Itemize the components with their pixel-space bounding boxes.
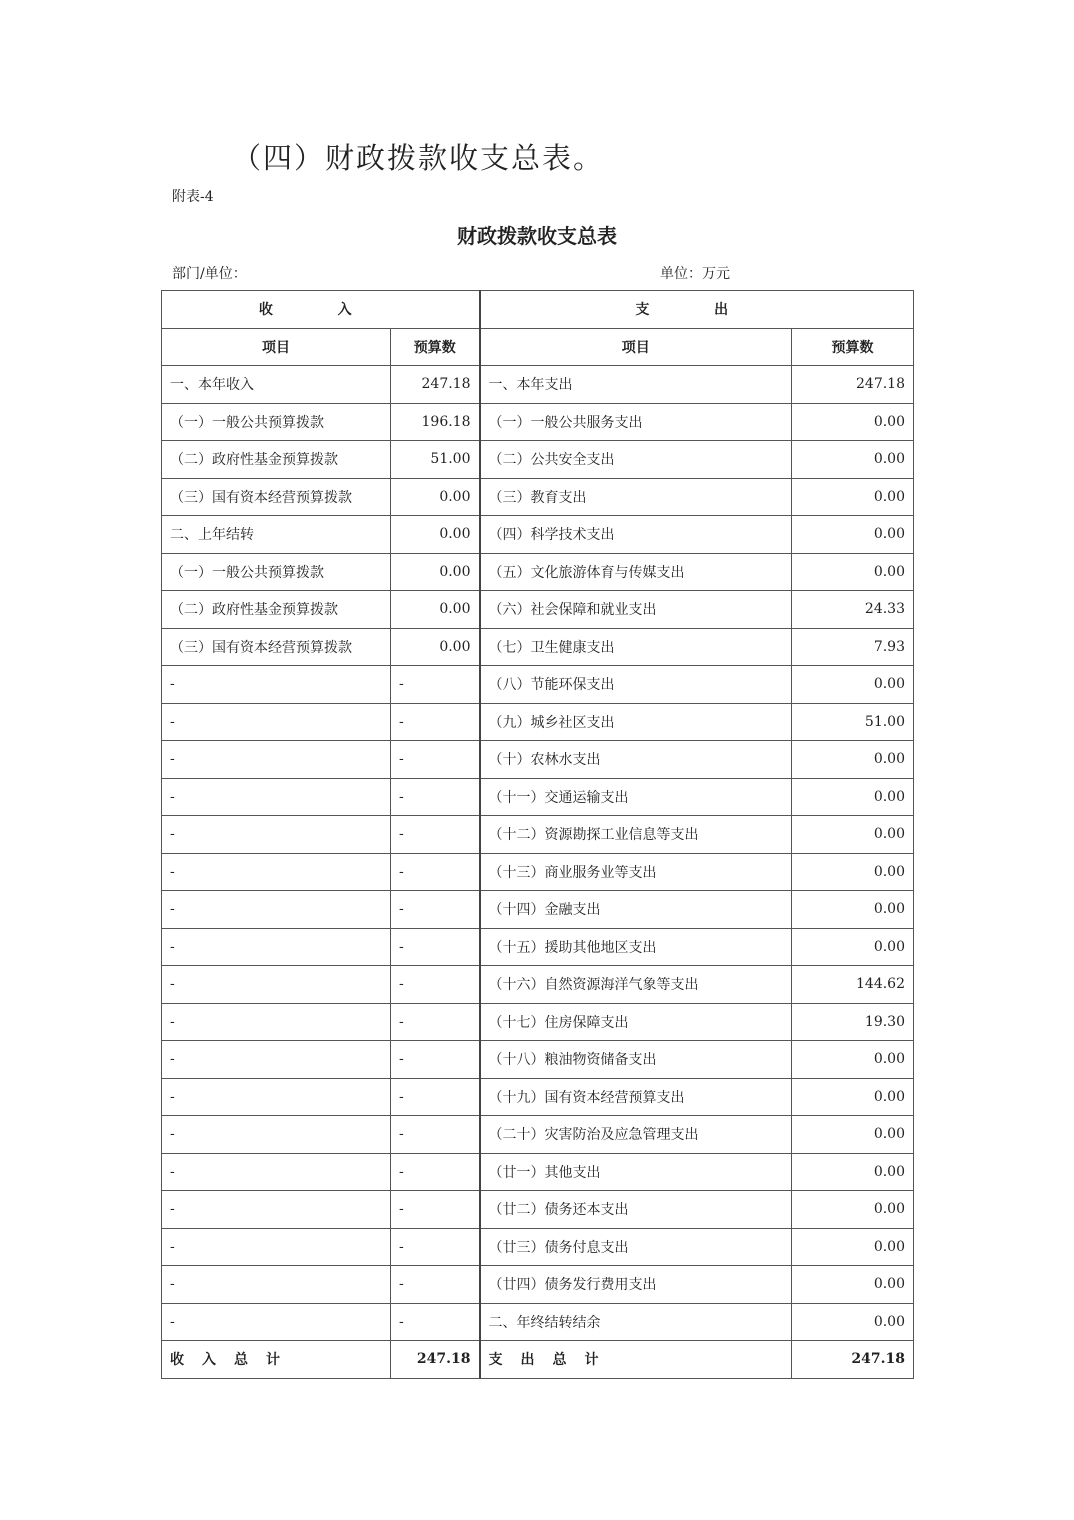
income-item-cell: 一、本年收入	[162, 366, 391, 404]
income-value-cell: -	[391, 1116, 480, 1154]
table-row	[162, 1153, 914, 1191]
table-row	[162, 1266, 914, 1304]
income-value-cell: -	[391, 928, 480, 966]
table-row	[162, 366, 914, 404]
expense-value-cell: 0.00	[792, 516, 914, 554]
income-item-cell: 二、上年结转	[162, 516, 391, 554]
expense-item-cell: （一）一般公共服务支出	[480, 403, 792, 441]
expense-value-cell: 0.00	[792, 1153, 914, 1191]
expense-item-cell: （三）教育支出	[480, 478, 792, 516]
expense-value-cell: 0.00	[792, 891, 914, 929]
expense-value-cell: 0.00	[792, 928, 914, 966]
income-item-cell: （二）政府性基金预算拨款	[162, 441, 391, 479]
totals-row	[162, 1341, 914, 1379]
expense-item-cell: （十七）住房保障支出	[480, 1003, 792, 1041]
expense-item-cell: （十二）资源勘探工业信息等支出	[480, 816, 792, 854]
expense-item-cell: （八）节能环保支出	[480, 666, 792, 704]
table-row	[162, 628, 914, 666]
income-item-cell: （三）国有资本经营预算拨款	[162, 478, 391, 516]
attachment-label: 附表-4	[172, 189, 214, 205]
income-value-cell: 51.00	[391, 441, 480, 479]
income-value-cell: -	[391, 816, 480, 854]
budget-table	[161, 290, 914, 1379]
expense-value-cell: 51.00	[792, 703, 914, 741]
expense-item-cell: （廿三）债务付息支出	[480, 1228, 792, 1266]
column-header-row	[162, 328, 914, 366]
income-item-cell: -	[162, 1003, 391, 1041]
income-value-cell: -	[391, 1228, 480, 1266]
income-value-cell: -	[391, 1153, 480, 1191]
income-value-cell: -	[391, 1078, 480, 1116]
expense-item-cell: （十六）自然资源海洋气象等支出	[480, 966, 792, 1004]
section-header-row	[162, 291, 914, 329]
expense-value-cell: 0.00	[792, 778, 914, 816]
expense-value-cell: 0.00	[792, 441, 914, 479]
income-value-cell: -	[391, 1191, 480, 1229]
table-body	[162, 366, 914, 1341]
expense-value-cell: 0.00	[792, 816, 914, 854]
expense-total-value: 247.18	[792, 1341, 914, 1379]
expense-total-label: 支出总计	[480, 1341, 792, 1379]
expense-value-cell: 0.00	[792, 1191, 914, 1229]
expense-item-cell: （廿四）债务发行费用支出	[480, 1266, 792, 1304]
income-value-cell: -	[391, 1041, 480, 1079]
income-total-label: 收入总计	[162, 1341, 391, 1379]
expense-item-cell: （二十）灾害防治及应急管理支出	[480, 1116, 792, 1154]
table-row	[162, 1228, 914, 1266]
table-row	[162, 928, 914, 966]
expense-item-cell: （四）科学技术支出	[480, 516, 792, 554]
income-item-cell: -	[162, 928, 391, 966]
expense-item-cell: （二）公共安全支出	[480, 441, 792, 479]
table-row	[162, 666, 914, 704]
income-value-cell: 0.00	[391, 591, 480, 629]
income-item-cell: -	[162, 816, 391, 854]
expense-value-cell: 7.93	[792, 628, 914, 666]
expense-item-cell: （十一）交通运输支出	[480, 778, 792, 816]
expense-item-cell: （五）文化旅游体育与传媒支出	[480, 553, 792, 591]
income-item-cell: -	[162, 891, 391, 929]
expense-value-cell: 247.18	[792, 366, 914, 404]
income-section-header: 收 入	[162, 291, 480, 329]
expense-budget-header: 预算数	[792, 328, 914, 366]
income-item-cell: -	[162, 1266, 391, 1304]
expense-item-cell: （九）城乡社区支出	[480, 703, 792, 741]
income-item-cell: -	[162, 666, 391, 704]
income-item-cell: -	[162, 703, 391, 741]
table-row	[162, 778, 914, 816]
expense-value-cell: 0.00	[792, 1228, 914, 1266]
income-value-cell: -	[391, 1266, 480, 1304]
income-item-cell: （一）一般公共预算拨款	[162, 403, 391, 441]
expense-item-cell: 二、年终结转结余	[480, 1303, 792, 1341]
income-item-cell: （二）政府性基金预算拨款	[162, 591, 391, 629]
table-row	[162, 553, 914, 591]
expense-value-cell: 0.00	[792, 1078, 914, 1116]
income-value-cell: -	[391, 666, 480, 704]
expense-item-cell: （廿一）其他支出	[480, 1153, 792, 1191]
expense-item-cell: （十八）粮油物资储备支出	[480, 1041, 792, 1079]
expense-value-cell: 0.00	[792, 403, 914, 441]
income-item-cell: -	[162, 1153, 391, 1191]
income-item-cell: （三）国有资本经营预算拨款	[162, 628, 391, 666]
income-total-value: 247.18	[391, 1341, 480, 1379]
expense-item-header: 项目	[480, 328, 792, 366]
income-item-cell: -	[162, 741, 391, 779]
expense-value-cell: 24.33	[792, 591, 914, 629]
table-row	[162, 516, 914, 554]
table-row	[162, 966, 914, 1004]
income-value-cell: -	[391, 1303, 480, 1341]
expense-value-cell: 0.00	[792, 1266, 914, 1304]
expense-item-cell: （十三）商业服务业等支出	[480, 853, 792, 891]
table-row	[162, 703, 914, 741]
income-value-cell: 247.18	[391, 366, 480, 404]
income-item-cell: （一）一般公共预算拨款	[162, 553, 391, 591]
expense-value-cell: 0.00	[792, 853, 914, 891]
expense-value-cell: 0.00	[792, 1116, 914, 1154]
income-value-cell: -	[391, 703, 480, 741]
income-value-cell: -	[391, 778, 480, 816]
table-row	[162, 591, 914, 629]
expense-item-cell: 一、本年支出	[480, 366, 792, 404]
income-item-cell: -	[162, 1303, 391, 1341]
unit-label: 单位：万元	[660, 266, 730, 282]
expense-item-cell: （十九）国有资本经营预算支出	[480, 1078, 792, 1116]
income-value-cell: -	[391, 853, 480, 891]
expense-value-cell: 0.00	[792, 741, 914, 779]
expense-item-cell: （六）社会保障和就业支出	[480, 591, 792, 629]
expense-item-cell: （十四）金融支出	[480, 891, 792, 929]
expense-value-cell: 0.00	[792, 553, 914, 591]
table-row	[162, 1191, 914, 1229]
section-heading: （四）财政拨款收支总表。	[232, 141, 605, 175]
income-budget-header: 预算数	[391, 328, 480, 366]
table-title: 财政拨款收支总表	[457, 224, 617, 248]
income-item-cell: -	[162, 1116, 391, 1154]
table-row	[162, 1078, 914, 1116]
income-item-cell: -	[162, 1078, 391, 1116]
income-value-cell: 0.00	[391, 553, 480, 591]
table-row	[162, 891, 914, 929]
income-item-cell: -	[162, 778, 391, 816]
income-item-cell: -	[162, 1228, 391, 1266]
expense-item-cell: （十五）援助其他地区支出	[480, 928, 792, 966]
income-item-cell: -	[162, 1191, 391, 1229]
income-value-cell: -	[391, 1003, 480, 1041]
income-item-cell: -	[162, 1041, 391, 1079]
table-row	[162, 1003, 914, 1041]
income-value-cell: -	[391, 891, 480, 929]
income-item-cell: -	[162, 966, 391, 1004]
expense-value-cell: 0.00	[792, 666, 914, 704]
table-row	[162, 478, 914, 516]
expense-value-cell: 19.30	[792, 1003, 914, 1041]
income-value-cell: 196.18	[391, 403, 480, 441]
expense-value-cell: 0.00	[792, 1041, 914, 1079]
table-row	[162, 1303, 914, 1341]
expense-value-cell: 0.00	[792, 1303, 914, 1341]
table-row	[162, 403, 914, 441]
expense-section-header: 支 出	[480, 291, 914, 329]
income-value-cell: -	[391, 741, 480, 779]
expense-item-cell: （十）农林水支出	[480, 741, 792, 779]
income-value-cell: 0.00	[391, 516, 480, 554]
table-row	[162, 741, 914, 779]
income-item-header: 项目	[162, 328, 391, 366]
table-row	[162, 853, 914, 891]
table-row	[162, 1041, 914, 1079]
income-value-cell: -	[391, 966, 480, 1004]
expense-item-cell: （七）卫生健康支出	[480, 628, 792, 666]
table-row	[162, 816, 914, 854]
expense-value-cell: 0.00	[792, 478, 914, 516]
income-value-cell: 0.00	[391, 628, 480, 666]
expense-item-cell: （廿二）债务还本支出	[480, 1191, 792, 1229]
income-item-cell: -	[162, 853, 391, 891]
income-value-cell: 0.00	[391, 478, 480, 516]
table-row	[162, 441, 914, 479]
dept-label: 部门/单位：	[172, 266, 247, 282]
table-row	[162, 1116, 914, 1154]
expense-value-cell: 144.62	[792, 966, 914, 1004]
